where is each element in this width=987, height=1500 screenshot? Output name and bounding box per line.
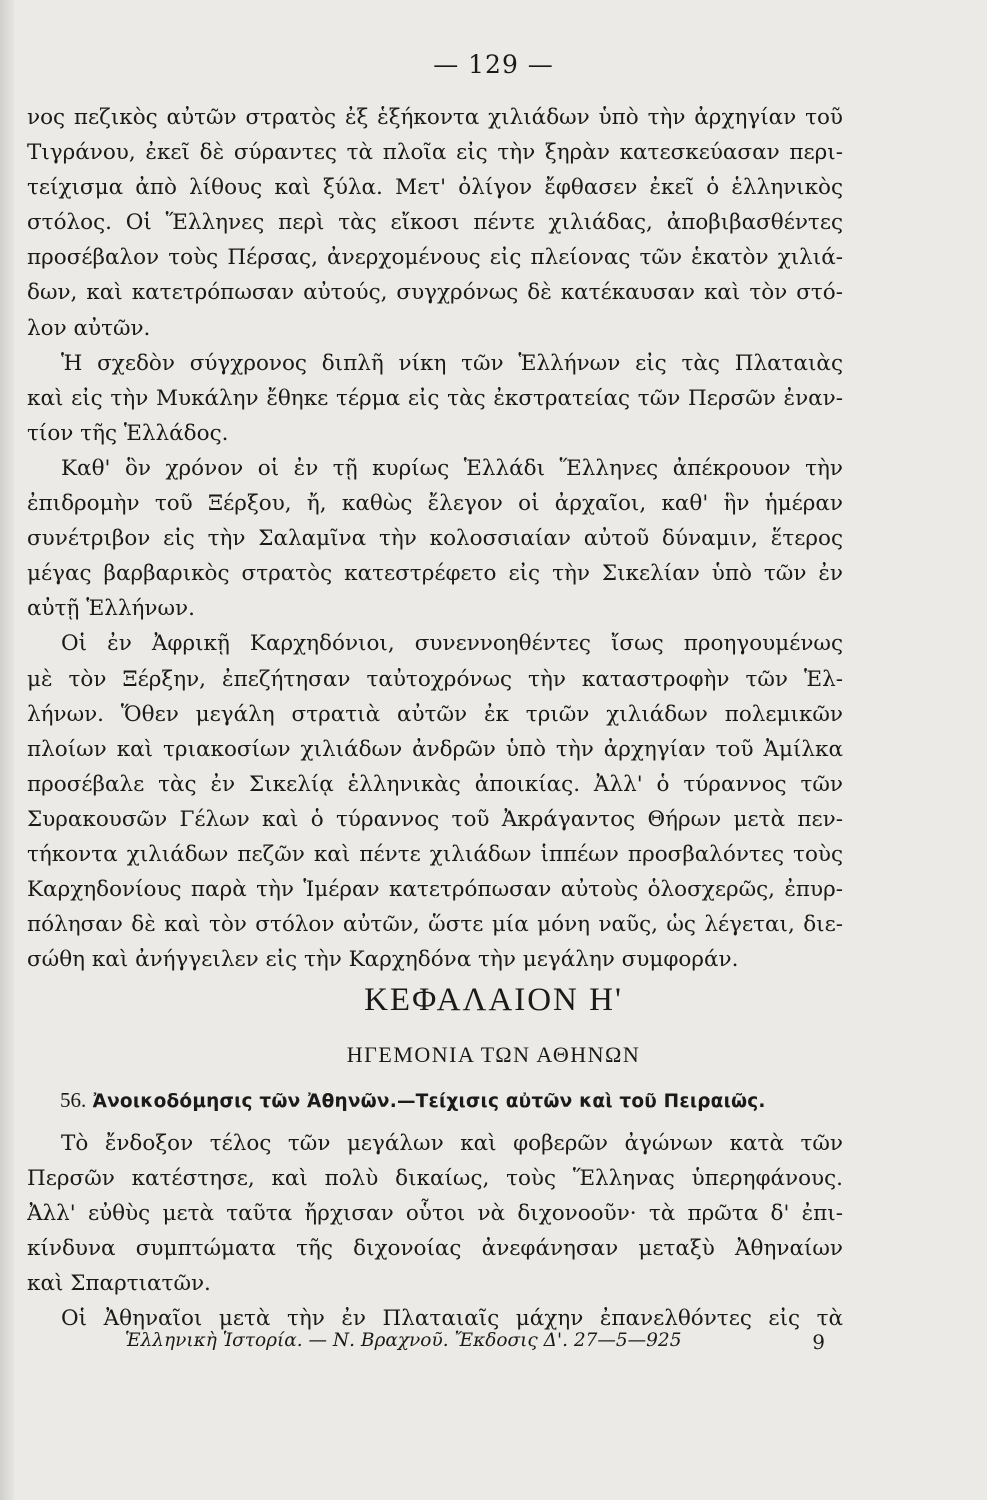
text-line: αὐτῇ Ἑλλήνων. [27,596,195,622]
text-line: καὶ Σπαρτιατῶν. [27,1271,211,1297]
chapter-heading: ΚΕΦΑΛΑΙΟΝ Η' [364,982,623,1018]
page-number: — 129 — [433,50,554,79]
text-line: μὲ τὸν Ξέρξην, ἐπεζήτησαν ταὐτοχρόνως τὴν καταστροφὴν τῶν Ἑλ- [27,666,843,692]
signature-mark: 9 [812,1330,825,1354]
text-line: Τιγράνου, ἐκεῖ δὲ σύραντες τὰ πλοῖα εἰς τὴν ξηρὰν κατεσκεύασαν περι- [27,140,843,166]
text-line: τίον τῆς Ἑλλάδος. [27,420,229,446]
text-line: σώθη καὶ ἀνήγγειλεν εἰς τὴν Καρχηδόνα τὴν μεγάλην συμφοράν. [27,947,739,973]
text-line: πόλησαν δὲ καὶ τὸν στόλον αὐτῶν, ὥστε μία μόνη ναῦς, ὡς λέγεται, διε- [27,912,843,938]
section-number: 56. [60,1088,87,1112]
text-line: Τὸ ἔνδοξον τέλος τῶν μεγάλων καὶ φοβερῶν ἀγώνων κατὰ τῶν [61,1131,843,1156]
text-line: Οἱ Ἀθηναῖοι μετὰ τὴν ἐν Πλαταιαῖς μάχην ἐπανελθόντες εἰς τὰ [61,1306,843,1332]
section-title: Ἀνοικοδόμησις τῶν Ἀθηνῶν.—Τείχισις αὐτῶν καὶ τοῦ Πειραιῶς. [92,1091,766,1112]
text-line: πλοίων καὶ τριακοσίων χιλιάδων ἀνδρῶν ὑπὸ τὴν ἀρχηγίαν τοῦ Ἀμίλκα [27,736,843,762]
text-line: Συρακουσῶν Γέλων καὶ ὁ τύραννος τοῦ Ἀκράγαντος Θήρων μετὰ πεν- [27,806,843,832]
page-binding-edge [0,0,14,1500]
body-text-lower [27,1126,843,1337]
text-line: Καρχηδονίους παρὰ τὴν Ἱμέραν κατετρόπωσαν αὐτοὺς ὁλοσχερῶς, ἐπυρ- [27,877,843,903]
text-line: Καθ' ὃν χρόνον οἱ ἐν τῇ κυρίως Ἑλλάδι Ἕλληνες ἀπέκρουον τὴν [61,455,843,481]
text-line: κίνδυνα συμπτώματα τῆς διχονοίας ἀνεφάνησαν μεταξὺ Ἀθηναίων [27,1236,843,1262]
text-line: δων, καὶ κατετρόπωσαν αὐτούς, συγχρόνως δὲ κατέκαυσαν καὶ τὸν στό- [27,280,843,306]
text-line: νος πεζικὸς αὐτῶν στρατὸς ἐξ ἑξήκοντα χιλιάδων ὑπὸ τὴν ἀρχηγίαν τοῦ [27,105,843,130]
footer-imprint [125,1330,825,1358]
body-text-upper [27,100,843,977]
text-line: προσέβαλον τοὺς Πέρσας, ἀνερχομένους εἰς πλείονας τῶν ἑκατὸν χιλιά- [27,245,843,271]
text-line: Περσῶν κατέστησε, καὶ πολὺ δικαίως, τοὺς Ἕλληνας ὑπερηφάνους. [27,1166,843,1192]
text-line: καὶ εἰς τὴν Μυκάλην ἔθηκε τέρμα εἰς τὰς ἐκστρατείας τῶν Περσῶν ἐναν- [27,385,843,411]
chapter-subtitle: ΗΓΕΜΟΝΙΑ ΤΩΝ ΑΘΗΝΩΝ [346,1042,641,1067]
text-line: συνέτριβον εἰς τὴν Σαλαμῖνα τὴν κολοσσιαίαν αὐτοῦ δύναμιν, ἕτερος [27,526,843,552]
text-line: Ἡ σχεδὸν σύγχρονος διπλῆ νίκη τῶν Ἑλλήνων εἰς τὰς Πλαταιὰς [61,350,843,376]
section-heading [60,1088,840,1113]
text-line: Οἱ ἐν Ἀφρικῇ Καρχηδόνιοι, συνεννοηθέντες ἴσως προηγουμένως [61,631,843,657]
imprint-text: Ἑλληνικὴ Ἱστορία. — Ν. Βραχνοῦ. Ἔκδοσις Δ'. 27—5—925 [125,1330,682,1351]
text-line: λον αὐτῶν. [27,315,151,341]
text-line: Ἀλλ' εὐθὺς μετὰ ταῦτα ἤρχισαν οὗτοι νὰ διχονοοῦν· τὰ πρῶτα δ' ἐπι- [27,1201,843,1227]
text-line: ἐπιδρομὴν τοῦ Ξέρξου, ἤ, καθὼς ἔλεγον οἱ ἀρχαῖοι, καθ' ἣν ἡμέραν [27,491,843,517]
text-line: προσέβαλε τὰς ἐν Σικελίᾳ ἑλληνικὰς ἀποικίας. Ἀλλ' ὁ τύραννος τῶν [27,771,843,797]
text-line: μέγας βαρβαρικὸς στρατὸς κατεστρέφετο εἰς τὴν Σικελίαν ὑπὸ τῶν ἐν [27,561,843,587]
text-line: τείχισμα ἀπὸ λίθους καὶ ξύλα. Μετ' ὀλίγον ἔφθασεν ἐκεῖ ὁ ἑλληνικὸς [27,175,843,201]
text-line: τήκοντα χιλιάδων πεζῶν καὶ πέντε χιλιάδων ἱππέων προσβαλόντες τοὺς [27,841,843,867]
text-line: στόλος. Οἱ Ἕλληνες περὶ τὰς εἴκοσι πέντε χιλιάδας, ἀποβιβασθέντες [27,210,843,236]
text-line: λήνων. Ὅθεν μεγάλη στρατιὰ αὐτῶν ἐκ τριῶν χιλιάδων πολεμικῶν [27,701,843,727]
